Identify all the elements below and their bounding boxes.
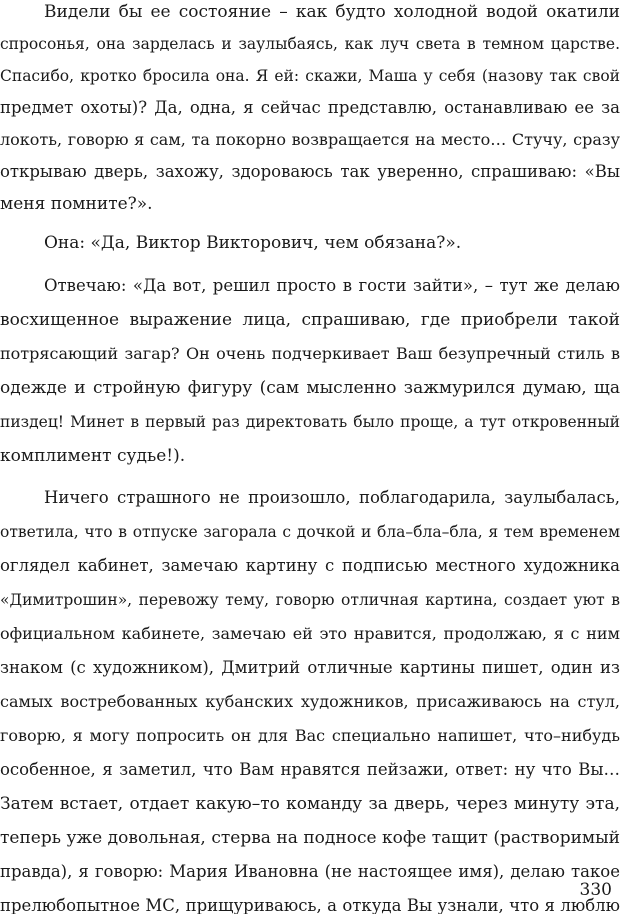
text-line: «Димитрошин», перевожу тему, говорю отличная картина, создает уют в	[0, 591, 620, 609]
text-line: говорю, я могу попросить он для Вас специально напишет, что–нибудь	[0, 726, 620, 745]
text-line: самых востребованных кубанских художников, присаживаюсь на стул,	[0, 692, 620, 711]
page-number: 330	[579, 880, 612, 900]
text-line: Отвечаю: «Да вот, решил просто в гости зайти», – тут же делаю	[44, 276, 620, 295]
text-line: Видели бы ее состояние – как будто холодной водой окатили	[44, 2, 620, 22]
text-line: ответила, что в отпуске загорала с дочкой и бла–бла–бла, я тем временем	[0, 523, 620, 541]
text-line: открываю дверь, захожу, здороваюсь так уверенно, спрашиваю: «Вы	[0, 162, 620, 181]
text-line: особенное, я заметил, что Вам нравятся пейзажи, ответ: ну что Вы…	[0, 760, 620, 779]
text-line: восхищенное выражение лица, спрашиваю, где приобрели такой	[0, 310, 620, 330]
text-line: локоть, говорю я сам, та покорно возвращается на место… Стучу, сразу	[0, 130, 620, 149]
text-line: Затем встает, отдает какую–то команду за дверь, через минуту эта,	[0, 794, 620, 814]
text-line: прелюбопытное МС, прищуриваюсь, а откуда Вы узнали, что я люблю	[0, 896, 620, 914]
text-line: спросонья, она зарделась и заулыбаясь, как луч света в темном царстве.	[0, 35, 620, 53]
text-line: Спасибо, кротко бросила она. Я ей: скажи, Маша у себя (назову так свой	[0, 67, 620, 85]
text-line: правда), я говорю: Мария Ивановна (не настоящее имя), делаю такое	[0, 862, 620, 881]
text-line: комплимент судье!).	[0, 446, 186, 466]
text-line: потрясающий загар? Он очень подчеркивает Ваш безупречный стиль в	[0, 344, 620, 363]
text-line: теперь уже довольная, стерва на подносе кофе тащит (растворимый	[0, 828, 620, 848]
text-line: Ничего страшного не произошло, поблагодарила, заулыбалась,	[44, 488, 620, 507]
text-line: знаком (с художником), Дмитрий отличные картины пишет, один из	[0, 658, 620, 677]
text-line: официальном кабинете, замечаю ей это нравится, продолжаю, я с ним	[0, 624, 620, 643]
text-line: пиздец! Минет в первый раз директовать было проще, а тут откровенный	[0, 413, 620, 431]
text-line: меня помните?».	[0, 194, 153, 214]
text-line: Она: «Да, Виктор Викторович, чем обязана?».	[44, 233, 462, 253]
text-line: предмет охоты)? Да, одна, я сейчас представлю, останавливаю ее за	[0, 98, 620, 117]
text-line: одежде и стройную фигуру (сам мысленно зажмурился думаю, ща	[0, 378, 620, 398]
text-line: оглядел кабинет, замечаю картину с подписью местного художника	[0, 556, 620, 575]
